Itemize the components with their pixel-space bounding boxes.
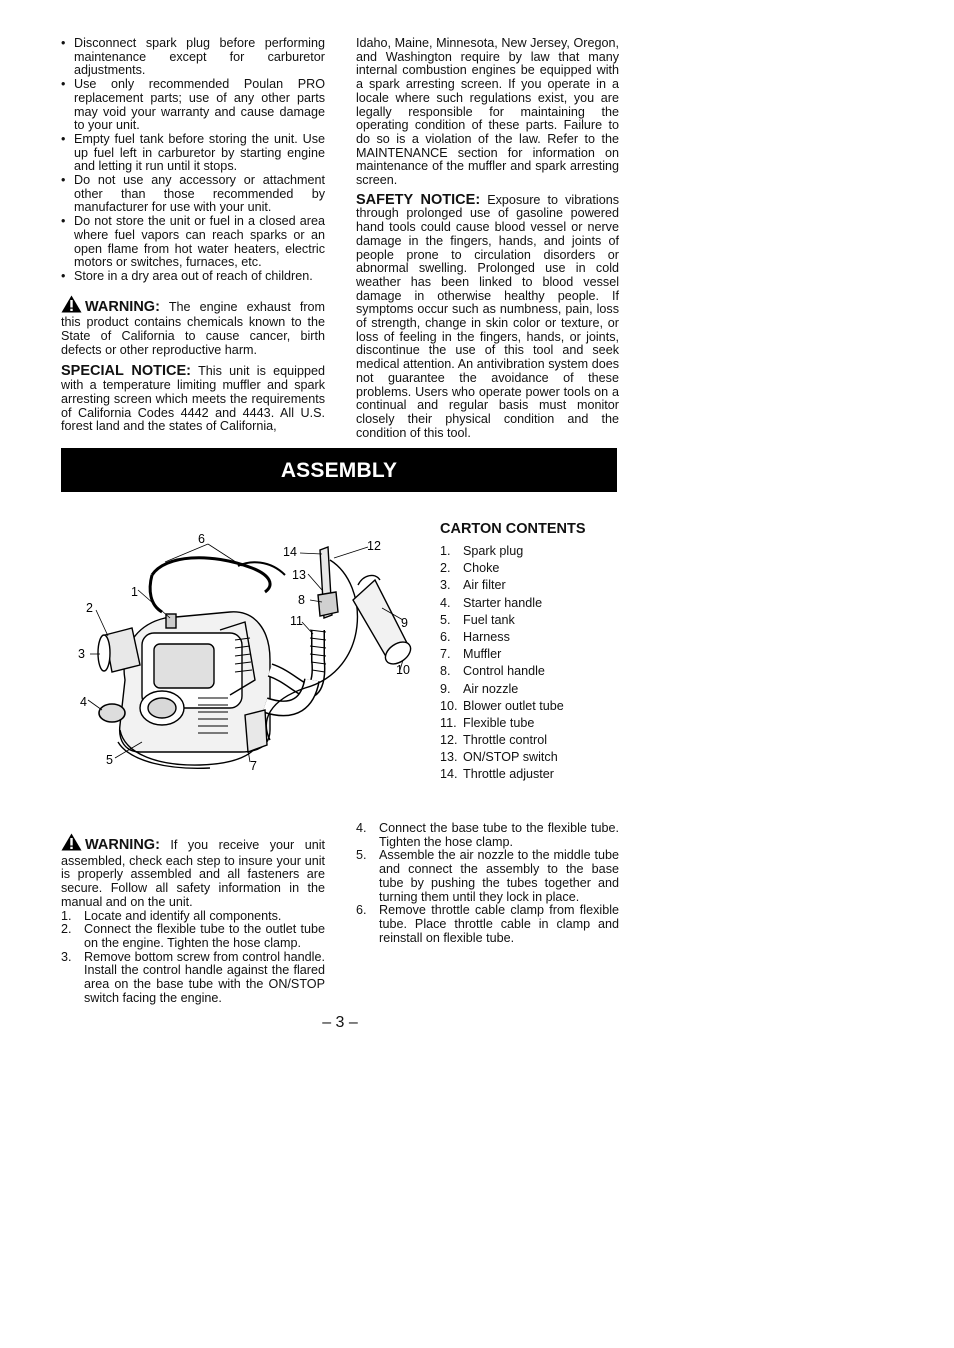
warning-triangle-icon — [61, 833, 82, 855]
list-item: 11. Flexible tube — [440, 715, 535, 730]
bottom-left-column — [61, 833, 325, 1005]
special-notice-paragraph — [61, 365, 325, 434]
callout-label: 1 — [131, 585, 138, 599]
callout-label: 12 — [367, 539, 381, 553]
list-item: 6. Harness — [440, 629, 510, 644]
list-item: 1. Locate and identify all components. — [61, 908, 282, 923]
carton-contents-title: CARTON CONTENTS — [440, 521, 586, 537]
warning-paragraph — [61, 295, 325, 358]
callout-label: 11 — [290, 614, 303, 628]
safety-notice-text: Exposure to vibrations through prolonged use of gasoline powered hand tools could cause blood vessel or nerve damage in the fingers, hands, and joints of people prone to circulation disorders or abnormal swelling. Prolonged use in cold weather has been linked to blood vessel damage in otherwise healthy people. If symptoms occur such as numbness, pain, loss of strength, change in skin color or texture, or loss of feeling in the fingers, hands, or joints, discontinue the use of this tool and seek medical attention. An antivibration system does not guarantee the avoidance of these problems. Users who operate power tools on a continual and regular basis must monitor closely their physical condition and the condition of this tool. — [356, 192, 619, 440]
special-notice-text: This unit is equipped with a temperature limiting muffler and spark arresting screen which meets the requirements of California Codes 4442 and 4443. All U.S. forest land and the states of California, — [61, 364, 325, 434]
list-item: 14. Throttle adjuster — [440, 767, 554, 782]
list-item: 6. Remove throttle cable clamp from flexible tube. Place throttle cable in clamp and reinstall on flexible tube. — [356, 903, 619, 945]
list-item: 9. Air nozzle — [440, 681, 519, 696]
list-item: 2. Connect the flexible tube to the outlet tube on the engine. Tighten the hose clamp. — [61, 922, 325, 950]
callout-label: 13 — [292, 568, 306, 582]
list-item: 3. Air filter — [440, 578, 506, 593]
list-item: 2. Choke — [440, 561, 500, 576]
carton-contents — [440, 521, 586, 785]
warning-triangle-icon — [61, 295, 82, 317]
list-item: • Store in a dry area out of reach of children. — [61, 270, 325, 284]
callout-label: 10 — [396, 663, 410, 677]
top-right-column — [356, 37, 619, 440]
callout-label: 5 — [106, 753, 113, 767]
warning-label: WARNING: — [85, 837, 160, 853]
list-item: 3. Remove bottom screw from control handle. Install the control handle against the flared area on the base tube with the ON/STOP switch facing the engine. — [61, 949, 325, 1005]
callout-label: 3 — [78, 647, 85, 661]
callout-label: 6 — [198, 532, 205, 546]
list-item: 5. Assemble the air nozzle to the middle tube and connect the assembly to the base tube by pushing the tubes together and turning them until they lock in place. — [356, 848, 619, 904]
assembly-steps-list-continued — [356, 822, 619, 945]
list-item: 13. ON/STOP switch — [440, 750, 558, 765]
list-item: • Do not use any accessory or attachment other than those recommended by manufacturer for use with your unit. — [61, 174, 325, 215]
assembly-steps-list — [61, 910, 325, 1006]
list-item: • Disconnect spark plug before performing maintenance except for carburetor adjustments. — [61, 37, 325, 78]
section-title: ASSEMBLY — [280, 459, 398, 482]
list-item: 12. Throttle control — [440, 733, 547, 748]
list-item: 8. Control handle — [440, 664, 545, 679]
safety-notice-paragraph — [356, 191, 619, 441]
list-item: 7. Muffler — [440, 647, 502, 662]
blower-illustration — [70, 530, 420, 780]
bottom-right-column — [356, 822, 619, 945]
page-number: – 3 – — [322, 1014, 358, 1031]
blower-diagram — [70, 530, 420, 780]
callout-label: 2 — [86, 601, 93, 615]
special-notice-label: SPECIAL NOTICE: — [61, 363, 192, 380]
top-left-column — [61, 37, 325, 434]
carton-contents-list — [440, 544, 586, 785]
list-item: 4. Starter handle — [440, 595, 543, 610]
callout-label: 14 — [283, 545, 297, 559]
callout-label: 9 — [401, 616, 408, 630]
warning-text: The engine exhaust from this product contains chemicals known to the State of California to cause cancer, birth defects or other reproductive harm. — [61, 299, 326, 357]
safety-bullet-list — [61, 37, 325, 284]
warning-label: WARNING: — [85, 298, 160, 315]
section-banner — [61, 448, 617, 492]
list-item: • Empty fuel tank before storing the unit. Use up fuel left in carburetor by starting engine and letting it run until it stops. — [61, 133, 325, 174]
safety-notice-label: SAFETY NOTICE: — [356, 191, 481, 208]
callout-label: 8 — [298, 593, 305, 607]
continued-text: Idaho, Maine, Minnesota, New Jersey, Oregon, and Washington require by law that many internal combustion engines be equipped with a spark arresting screen. If you operate in a locale where such regulations exist, you are legally responsible for maintaining the operating condition of these parts. Failure to do so is a violation of the law. Refer to the MAINTENANCE section for information on maintenance of the muffler and spark arresting screen. — [356, 36, 619, 188]
warning-text: If you receive your unit assembled, check each step to insure your unit is properly assembled and all fasteners are secure. Follow all safety information in the manual and on the unit. — [61, 838, 326, 909]
list-item: • Do not store the unit or fuel in a closed area where fuel vapors can reach sparks or an open flame from hot water heaters, electric motors or switches, furnaces, etc. — [61, 215, 325, 270]
list-item: 10. Blower outlet tube — [440, 698, 564, 713]
list-item: • Use only recommended Poulan PRO replacement parts; use of any other parts may void your warranty and cause damage to your unit. — [61, 78, 325, 133]
list-item: 5. Fuel tank — [440, 612, 515, 627]
callout-label: 7 — [250, 759, 257, 773]
list-item: 4. Connect the base tube to the flexible tube. Tighten the hose clamp. — [356, 821, 619, 849]
list-item: 1. Spark plug — [440, 544, 524, 558]
assembly-warning-paragraph — [61, 833, 325, 910]
callout-label: 4 — [80, 695, 87, 709]
